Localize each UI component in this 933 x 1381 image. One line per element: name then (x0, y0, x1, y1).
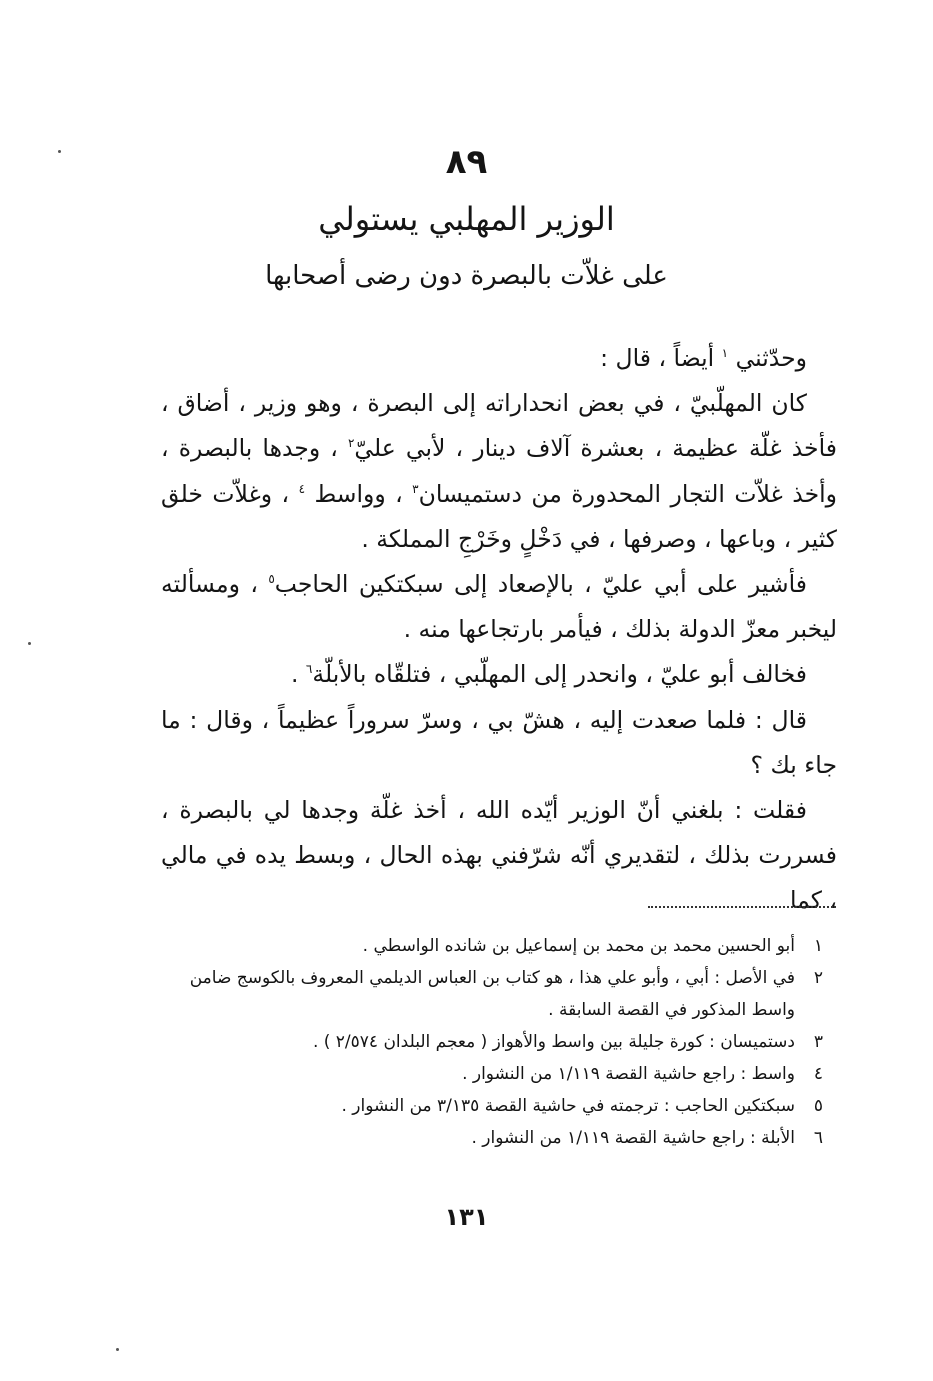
footnote-number: ٥ (813, 1096, 823, 1116)
paragraph-text: فأشير على أبي عليّ ، بالإصعاد إلى سبكتكين الحاجب (274, 570, 807, 599)
paragraph-text: ، وجدها بالبصرة ، وأخذ غلاّت التجار المحدورة من دستميسان (161, 434, 838, 508)
footnote-number: ٦ (813, 1128, 823, 1148)
paragraph-text: وحدّثني (728, 344, 807, 372)
paragraph-text: أيضاً ، قال : (600, 344, 722, 372)
footnote-number: ٣ (813, 1032, 823, 1052)
paragraph (161, 652, 837, 697)
footnote-ref: ١ (721, 346, 729, 361)
paragraph-text: ، وواسط (305, 479, 413, 508)
footnote-text: دستميسان : كورة جليلة بين واسط والأهواز ( معجم البلدان ٢/٥٧٤ ) . (312, 1032, 795, 1052)
footnote-ref: ٢ (347, 436, 355, 451)
footnote-item (159, 1026, 823, 1058)
footnote-text: أبو الحسين محمد بن محمد بن إسماعيل بن شانده الواسطي . (362, 936, 795, 956)
page-number: ١٣١ (444, 1203, 489, 1231)
footnote-ref: ٥ (268, 572, 275, 587)
paragraph-text: . (290, 660, 306, 689)
footnote-item (159, 962, 823, 1026)
footnote-text: سبكتكين الحاجب : ترجمته في حاشية القصة ٣/١٣٥ من النشوار . (341, 1096, 795, 1116)
footnote-number: ٤ (813, 1064, 823, 1084)
story-number: ٨٩ (445, 142, 488, 182)
footnote-text: في الأصل : أبي ، وأبو علي هذا ، هو كتاب بن العباس الديلمي المعروف بالكوسج ضامن واسط المذكور في القصة السابقة . (189, 968, 795, 1020)
footnote-item (159, 1122, 823, 1154)
paragraph-text: ، ومسألته ليخبر معزّ الدولة بذلك ، فيأمر بارتجاعها منه . (161, 570, 837, 644)
footnote-divider (648, 906, 836, 908)
footnote-number: ٢ (813, 968, 823, 988)
footnote-ref: ٣ (412, 481, 419, 496)
scan-speck (116, 1348, 119, 1351)
paragraph-text: فقلت : بلغني أنّ الوزير أيّده الله ، أخذ غلّة وجدها لي بالبصرة ، فسررت بذلك ، لتقديري أنّه شرّفني بهذه الحال ، وبسط يده في مالي ، كما (161, 796, 837, 915)
paragraph (161, 336, 837, 381)
footnote-item (159, 930, 823, 962)
footnote-item (159, 1090, 823, 1122)
footnote-ref: ٦ (305, 662, 313, 677)
paragraph (161, 698, 837, 788)
footnote-item (159, 1058, 823, 1090)
paragraph-text: قال : فلما صعدت إليه ، هشّ بي ، وسرّ سروراً عظيماً ، وقال : ما جاء بك ؟ (161, 705, 837, 779)
footnote-text: الأبلة : راجع حاشية القصة ١/١١٩ من النشوار . (471, 1128, 795, 1148)
paragraph-text: كان المهلّبيّ ، في بعض انحداراته إلى البصرة ، وهو وزير ، أضاق ، فأخذ غلّة عظيمة ، بعشرة آلاف دينار ، لأبي عليّ (161, 389, 837, 463)
story-subtitle: على غلاّت بالبصرة دون رضى أصحابها (265, 261, 668, 291)
paragraph (161, 381, 837, 562)
body-text (161, 336, 837, 924)
footnote-ref: ٤ (298, 481, 306, 496)
footnote-number: ١ (813, 936, 823, 956)
scan-speck (28, 642, 31, 645)
story-title: الوزير المهلبي يستولي (318, 200, 615, 238)
paragraph-text: فخالف أبو عليّ ، وانحدر إلى المهلّبي ، فتلقّاه بالأبلّة (312, 660, 807, 689)
paragraph-text: ، وغلاّت خلق كثير ، وباعها ، وصرفها ، في دَخْلٍ وخَرْجِ المملكة . (161, 479, 837, 553)
footnote-text: واسط : راجع حاشية القصة ١/١١٩ من النشوار . (462, 1064, 795, 1084)
paragraph (161, 562, 837, 652)
footnotes (159, 930, 823, 1154)
scan-speck (58, 150, 61, 153)
paragraph (161, 788, 837, 924)
